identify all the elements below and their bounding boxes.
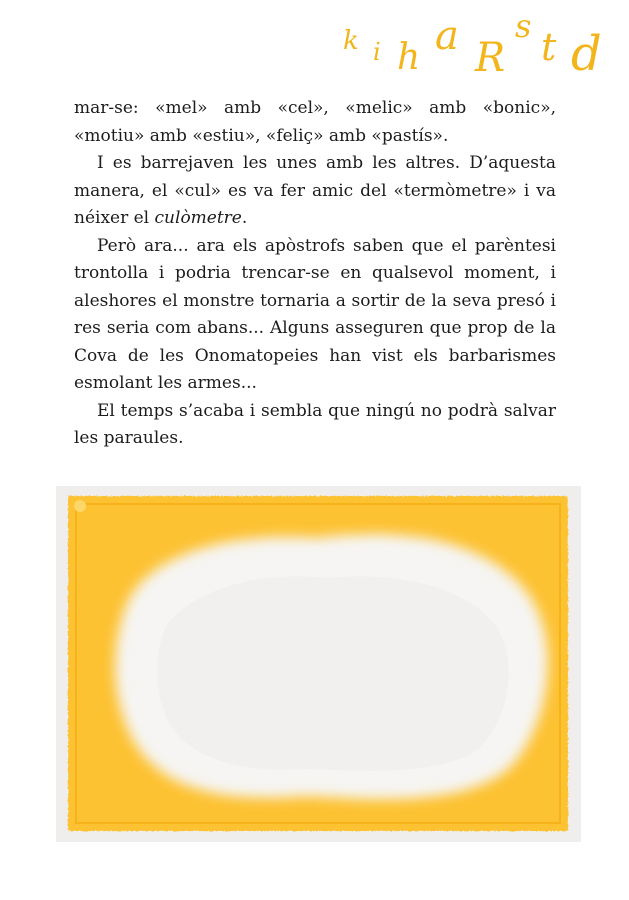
header-letter-d: d xyxy=(571,26,602,82)
corner-dot xyxy=(74,500,86,512)
header-letter-i: i xyxy=(373,38,381,66)
header-letter-a: a xyxy=(435,13,459,59)
white-cloud-core xyxy=(157,576,508,770)
paragraph-3: Però ara... ara els apòstrofs saben que el parèntesi trontolla i podria trencar-se en qualsevol moment, i aleshores el monstre tornaria a sortir de la seva presó i res seria com abans... Alguns asseguren que prop de la Cova de les Onomatopeies han vist els barbarismes esmolant les armes... xyxy=(74,235,556,393)
header-letter-s: s xyxy=(515,7,532,45)
header-letter-R: R xyxy=(475,35,506,81)
paragraph-4: El temps s’acaba i sembla que ningú no podrà salvar les paraules. xyxy=(74,400,556,448)
paragraph-2-italic-word: culòmetre xyxy=(154,208,242,228)
body-text xyxy=(74,95,556,453)
illustration xyxy=(56,486,581,842)
yellow-frame-illustration xyxy=(56,486,581,842)
header-letter-t: t xyxy=(541,25,557,69)
header-letter-k: k xyxy=(343,26,359,56)
paragraph-2 xyxy=(74,150,556,233)
header-letter-h: h xyxy=(397,37,421,78)
paragraph-2-text: I es barrejaven les unes amb les altres. D’aquesta manera, el «cul» es va fer amic del «termòmetre» i va néixer el xyxy=(74,153,556,228)
header-decorative-letters xyxy=(335,8,625,88)
paragraph-2-end: . xyxy=(241,208,248,228)
paragraph-1: mar-se: «mel» amb «cel», «melic» amb «bonic», «motiu» amb «estiu», «feliç» amb «pastís». xyxy=(74,98,556,146)
